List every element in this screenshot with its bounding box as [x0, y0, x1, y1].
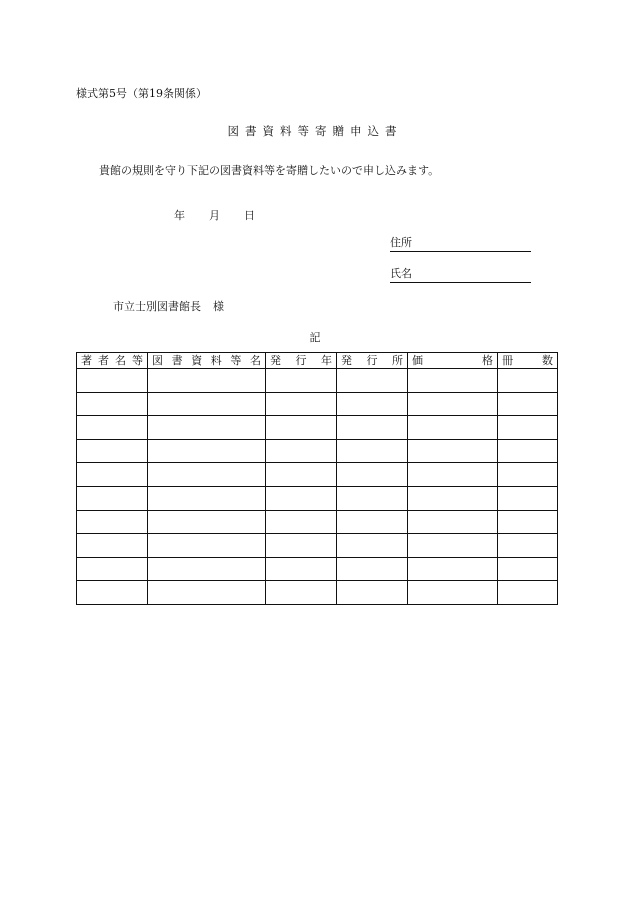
table-cell: [148, 486, 266, 510]
header-char: 行: [295, 354, 307, 367]
table-cell: [148, 439, 266, 463]
table-row: [77, 463, 558, 487]
table-cell: [408, 510, 498, 534]
table-row: [77, 416, 558, 440]
header-char: 価: [412, 354, 423, 367]
table-cell: [148, 369, 266, 393]
header-char: 等: [132, 354, 143, 367]
table-cell: [337, 369, 408, 393]
table-cell: [266, 486, 337, 510]
table-cell: [266, 416, 337, 440]
table-cell: [408, 369, 498, 393]
table-cell: [77, 557, 148, 581]
table-cell: [77, 463, 148, 487]
table-cell: [266, 392, 337, 416]
header-char: 書: [171, 354, 183, 367]
table-cell: [498, 581, 558, 605]
header-char: 料: [210, 354, 222, 367]
table-cell: [408, 416, 498, 440]
table-cell: [498, 463, 558, 487]
table-cell: [148, 416, 266, 440]
header-char: 図: [152, 354, 163, 367]
table-cell: [266, 534, 337, 558]
addressee: [113, 298, 224, 314]
table-cell: [498, 369, 558, 393]
date-line: [174, 207, 255, 223]
table-cell: [408, 581, 498, 605]
table-row: [77, 392, 558, 416]
address-label: 住所: [390, 236, 412, 249]
header-char: 発: [341, 354, 352, 367]
header-char: 等: [230, 354, 242, 367]
table-cell: [77, 416, 148, 440]
name-line: [390, 265, 531, 283]
table-cell: [266, 510, 337, 534]
header-char: 発: [270, 354, 281, 367]
table-cell: [408, 486, 498, 510]
header-char: 行: [366, 354, 378, 367]
table-cell: [266, 557, 337, 581]
header-char: 数: [542, 354, 553, 367]
table-cell: [408, 439, 498, 463]
table-cell: [498, 439, 558, 463]
table-cell: [77, 392, 148, 416]
table-row: [77, 486, 558, 510]
intro-text: 貴館の規則を守り下記の図書資料等を寄贈したいので申し込みます。: [99, 164, 440, 177]
date-day-label: 日: [244, 209, 255, 222]
address-line: [390, 234, 531, 252]
header-char: 格: [482, 354, 493, 367]
table-row: [77, 369, 558, 393]
table-row: [77, 439, 558, 463]
table-cell: [266, 581, 337, 605]
header-char: 名: [249, 354, 261, 367]
table-cell: [148, 392, 266, 416]
header-author: [77, 353, 148, 369]
header-char: 所: [392, 354, 403, 367]
table-header-row: [77, 353, 558, 369]
table-cell: [408, 557, 498, 581]
table-cell: [498, 510, 558, 534]
table-cell: [337, 392, 408, 416]
table-cell: [337, 463, 408, 487]
table-cell: [77, 510, 148, 534]
table-cell: [337, 439, 408, 463]
date-year-label: 年: [174, 209, 185, 222]
table-cell: [77, 486, 148, 510]
table-cell: [337, 416, 408, 440]
header-publisher: [337, 353, 408, 369]
ki-marker: 記: [309, 331, 321, 344]
table-row: [77, 510, 558, 534]
header-char: 名: [115, 354, 126, 367]
table-cell: [498, 557, 558, 581]
table-row: [77, 534, 558, 558]
table-cell: [148, 581, 266, 605]
header-char: 資: [191, 354, 203, 367]
header-count: [498, 353, 558, 369]
donation-items-table: [76, 352, 558, 605]
table-cell: [337, 557, 408, 581]
date-month-label: 月: [209, 209, 220, 222]
table-row: [77, 557, 558, 581]
table-cell: [337, 510, 408, 534]
table-cell: [408, 534, 498, 558]
table-cell: [408, 463, 498, 487]
table-cell: [77, 534, 148, 558]
header-title: [148, 353, 266, 369]
form-number: 様式第5号（第19条関係）: [76, 87, 207, 100]
table-cell: [408, 392, 498, 416]
table-cell: [266, 369, 337, 393]
header-price: [408, 353, 498, 369]
table-cell: [148, 557, 266, 581]
table-cell: [148, 534, 266, 558]
name-label: 氏名: [390, 267, 412, 280]
table-cell: [337, 534, 408, 558]
header-char: 著: [81, 354, 92, 367]
table-cell: [148, 463, 266, 487]
addressee-name: 市立士別図書館長: [113, 300, 201, 313]
table-cell: [266, 439, 337, 463]
table-cell: [498, 392, 558, 416]
header-char: 者: [98, 354, 109, 367]
header-char: 冊: [502, 354, 513, 367]
table-cell: [77, 369, 148, 393]
table-cell: [77, 581, 148, 605]
table-cell: [498, 486, 558, 510]
table-cell: [498, 416, 558, 440]
table-cell: [337, 486, 408, 510]
table-row: [77, 581, 558, 605]
table-cell: [337, 581, 408, 605]
header-year: [266, 353, 337, 369]
page-title: 図書資料等寄贈申込書: [227, 124, 403, 138]
table-cell: [77, 439, 148, 463]
table-cell: [266, 463, 337, 487]
header-char: 年: [321, 354, 332, 367]
table-cell: [498, 534, 558, 558]
addressee-suffix: 様: [213, 300, 224, 313]
table-cell: [148, 510, 266, 534]
